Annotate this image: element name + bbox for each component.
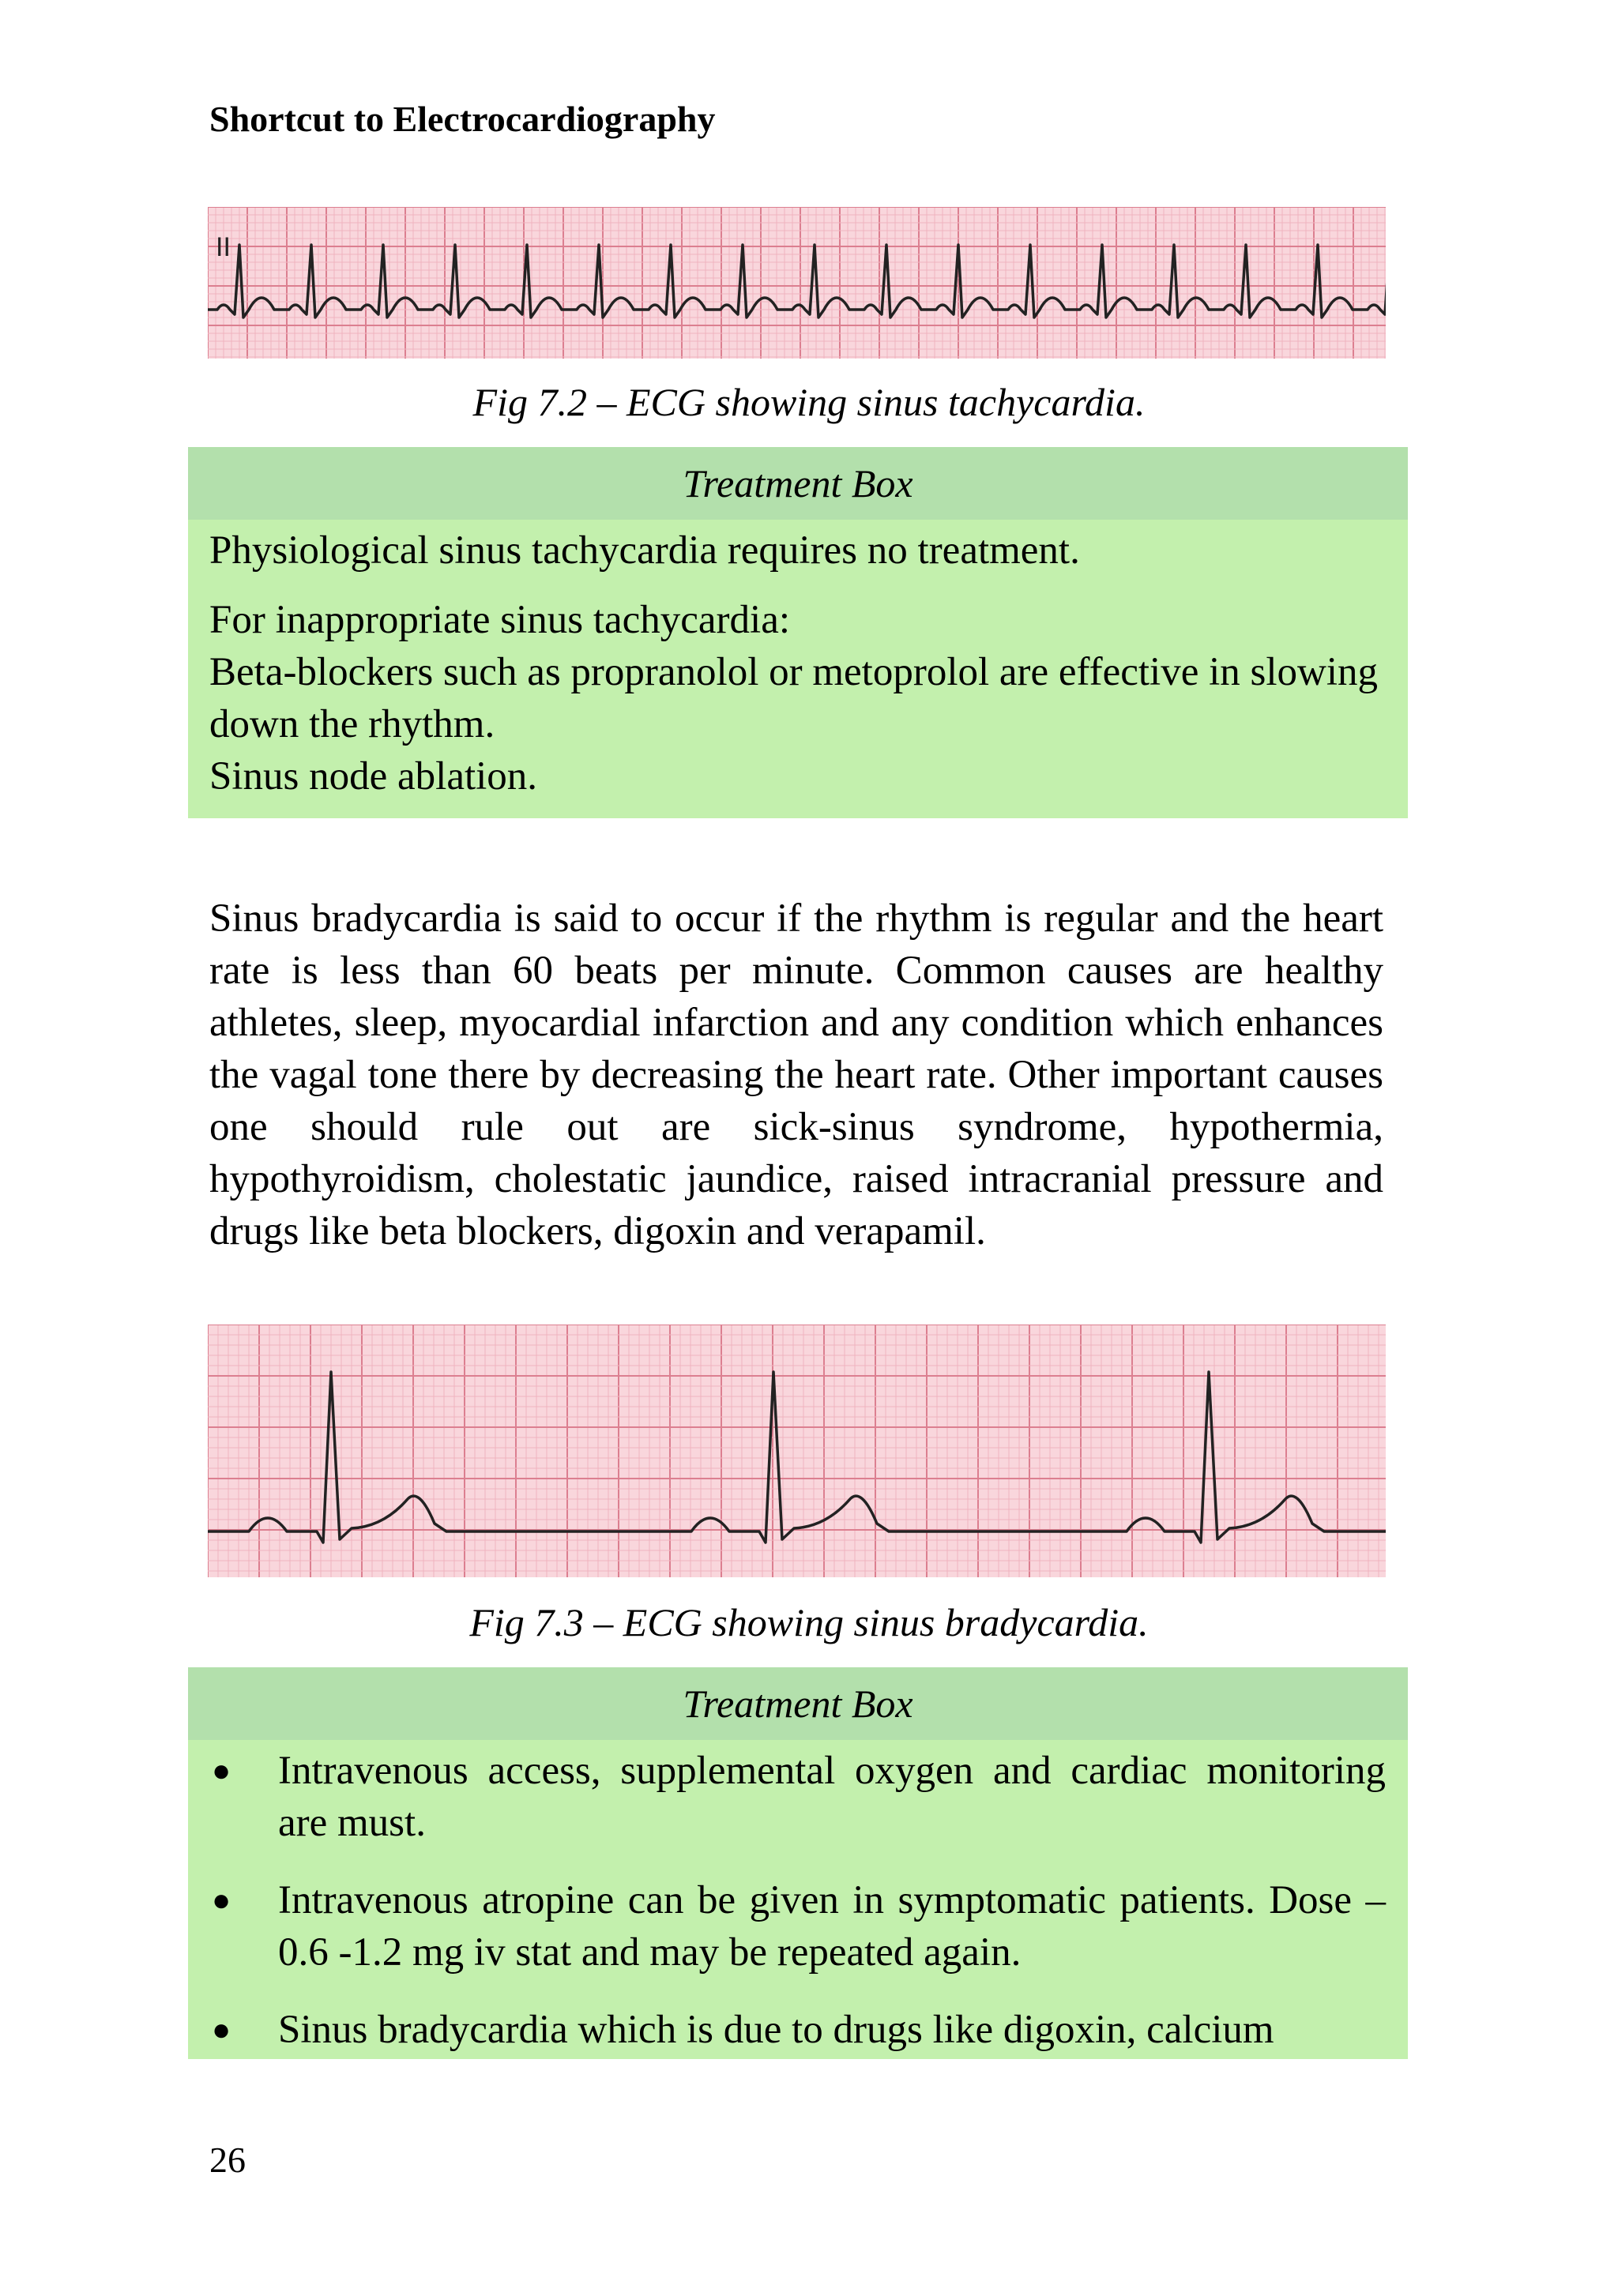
treatment-list-item: [209, 1874, 1386, 1978]
treatment-item-text: Sinus bradycardia which is due to drugs like digoxin, calcium: [278, 2008, 1274, 2052]
treatment-item-text: Intravenous atropine can be given in symptomatic patients. Dose – 0.6 -1.2 mg iv stat and may be repeated again.: [278, 1878, 1386, 1975]
ecg-tachycardia-graphic: [208, 207, 1386, 359]
treatment-line: For inappropriate sinus tachycardia:: [209, 598, 791, 642]
ecg-strip-tachycardia: [208, 207, 1386, 359]
treatment-list-item: [209, 1745, 1386, 1849]
running-head: Shortcut to Electrocardiography: [209, 99, 716, 139]
treatment-line: Beta-blockers such as propranolol or metoprolol are effective in slowing down the rhythm.: [209, 650, 1379, 746]
figure-caption: Fig 7.2 – ECG showing sinus tachycardia.: [472, 380, 1146, 424]
page-number: 26: [209, 2140, 246, 2180]
treatment-line: Physiological sinus tachycardia requires no treatment.: [209, 528, 1080, 573]
ecg-trace: [208, 1372, 1386, 1543]
ecg-trace: [208, 245, 1386, 318]
bullet-icon: ●: [212, 2012, 231, 2047]
treatment-list: [209, 1745, 1386, 2056]
bullet-icon: ●: [212, 1882, 231, 1918]
treatment-box: [188, 1667, 1408, 2059]
ecg-bradycardia-graphic: [208, 1325, 1386, 1577]
figure-caption: Fig 7.3 – ECG showing sinus bradycardia.: [469, 1600, 1149, 1644]
treatment-box-title: Treatment Box: [188, 1667, 1408, 1740]
treatment-box-body: [188, 524, 1408, 802]
treatment-box-title: Treatment Box: [188, 447, 1408, 520]
body-paragraph: Sinus bradycardia is said to occur if the rhythm is regular and the heart rate is less than 60 beats per minute. Common causes are healthy athletes, sleep, myocardial infarction and any condition which enhances the vagal tone there by decreasing the heart rate. Other important causes one should rule out are sick-sinus syndrome, hypothermia, hypothyroidism, cholestatic jaundice, raised intracranial pressure and drugs like beta blockers, digoxin and verapamil.: [209, 896, 1383, 1253]
bullet-icon: ●: [212, 1753, 231, 1788]
treatment-list-item: [209, 2004, 1386, 2056]
treatment-line: Sinus node ablation.: [209, 754, 538, 799]
treatment-item-text: Intravenous access, supplemental oxygen and cardiac monitoring are must.: [278, 1749, 1386, 1845]
treatment-box-body: [188, 1745, 1408, 2056]
ecg-strip-bradycardia: [208, 1325, 1386, 1577]
lead-label: II: [216, 232, 231, 262]
treatment-box: [188, 447, 1408, 818]
